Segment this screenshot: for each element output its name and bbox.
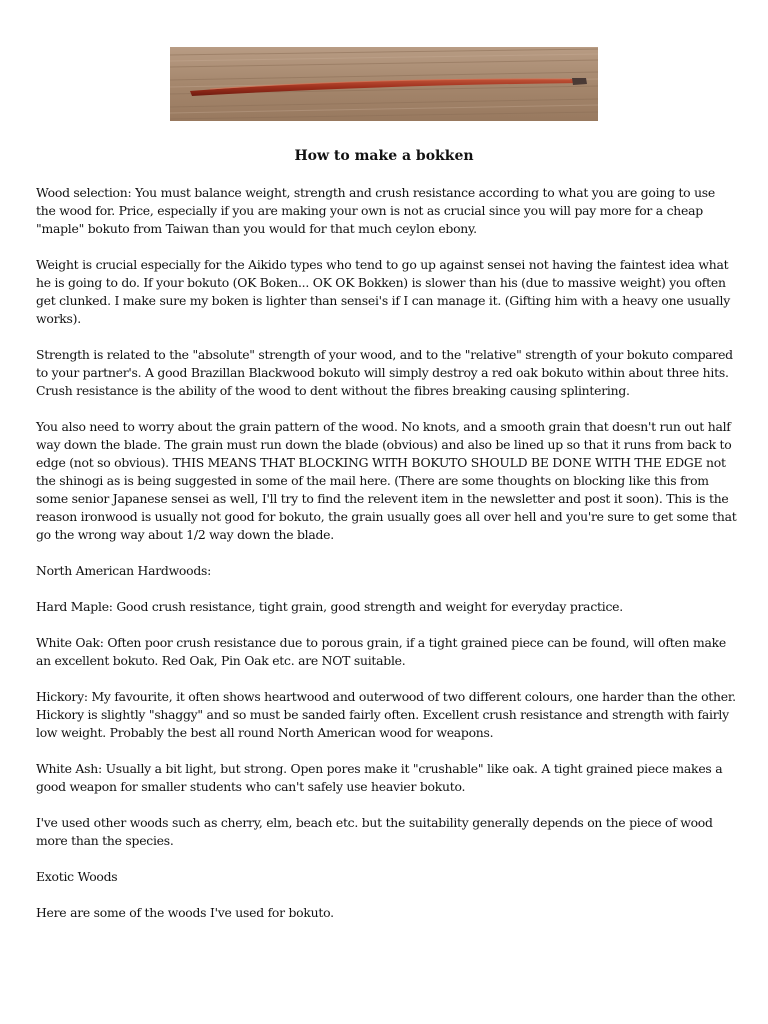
paragraph-other-woods: I've used other woods such as cherry, elm, beach etc. but the suitability generally depends on the piece of wood more than the species. bbox=[36, 815, 713, 848]
heading-exotic-woods: Exotic Woods bbox=[36, 869, 118, 884]
bokken-photo bbox=[170, 47, 598, 121]
paragraph-strength: Strength is related to the "absolute" strength of your wood, and to the "relative" strength of your bokuto compared to your partner's. A good Brazillan Blackwood bokuto will simply destroy a red oak bokuto within about three hits. Crush resistance is the ability of the wood to dent without the fibres breaking causing splintering. bbox=[36, 347, 733, 398]
paragraph-hard-maple: Hard Maple: Good crush resistance, tight grain, good strength and weight for everyday practice. bbox=[36, 599, 623, 614]
paragraph-grain: You also need to worry about the grain pattern of the wood. No knots, and a smooth grain that doesn't run out half way down the blade. The grain must run down the blade (obvious) and also be lined up so that it runs from back to edge (not so obvious). THIS MEANS THAT BLOCKING WITH BOKUTO SHOULD BE DONE WITH THE EDGE not the shinogi as is being suggested in some of the mail here. (There are some thoughts on blocking like this from some senior Japanese sensei as well, I'll try to find the relevent item in the newsletter and post it soon). This is the reason ironwood is usually not good for bokuto, the grain usually goes all over hell and you're sure to get some that go the wrong way about 1/2 way down the blade. bbox=[36, 419, 737, 542]
bokken-photo-art bbox=[170, 47, 598, 121]
article-body bbox=[36, 184, 738, 940]
heading-north-american-hardwoods: North American Hardwoods: bbox=[36, 563, 212, 578]
paragraph-weight: Weight is crucial especially for the Aikido types who tend to go up against sensei not having the faintest idea what he is going to do. If your bokuto (OK Boken... OK OK Bokken) is slower than his (due to massive weight) you often get clunked. I make sure my boken is lighter than sensei's if I can manage it. (Gifting him with a heavy one usually works). bbox=[36, 257, 730, 326]
paragraph-white-oak: White Oak: Often poor crush resistance due to porous grain, if a tight grained piece can be found, will often make an excellent bokuto. Red Oak, Pin Oak etc. are NOT suitable. bbox=[36, 635, 726, 668]
paragraph-wood-selection: Wood selection: You must balance weight, strength and crush resistance according to what you are going to use the wood for. Price, especially if you are making your own is not as crucial since you will pay more for a cheap "maple" bokuto from Taiwan than you would for that much ceylon ebony. bbox=[36, 185, 716, 236]
paragraph-hickory: Hickory: My favourite, it often shows heartwood and outerwood of two different colours, one harder than the other. Hickory is slightly "shaggy" and so must be sanded fairly often. Excellent crush resistance and strength with fairly low weight. Probably the best all round North American wood for weapons. bbox=[36, 689, 736, 740]
page-title: How to make a bokken bbox=[294, 148, 474, 164]
paragraph-white-ash: White Ash: Usually a bit light, but strong. Open pores make it "crushable" like oak. A tight grained piece makes a good weapon for smaller students who can't safely use heavier bokuto. bbox=[36, 761, 723, 794]
paragraph-woods-used: Here are some of the woods I've used for bokuto. bbox=[36, 905, 334, 920]
